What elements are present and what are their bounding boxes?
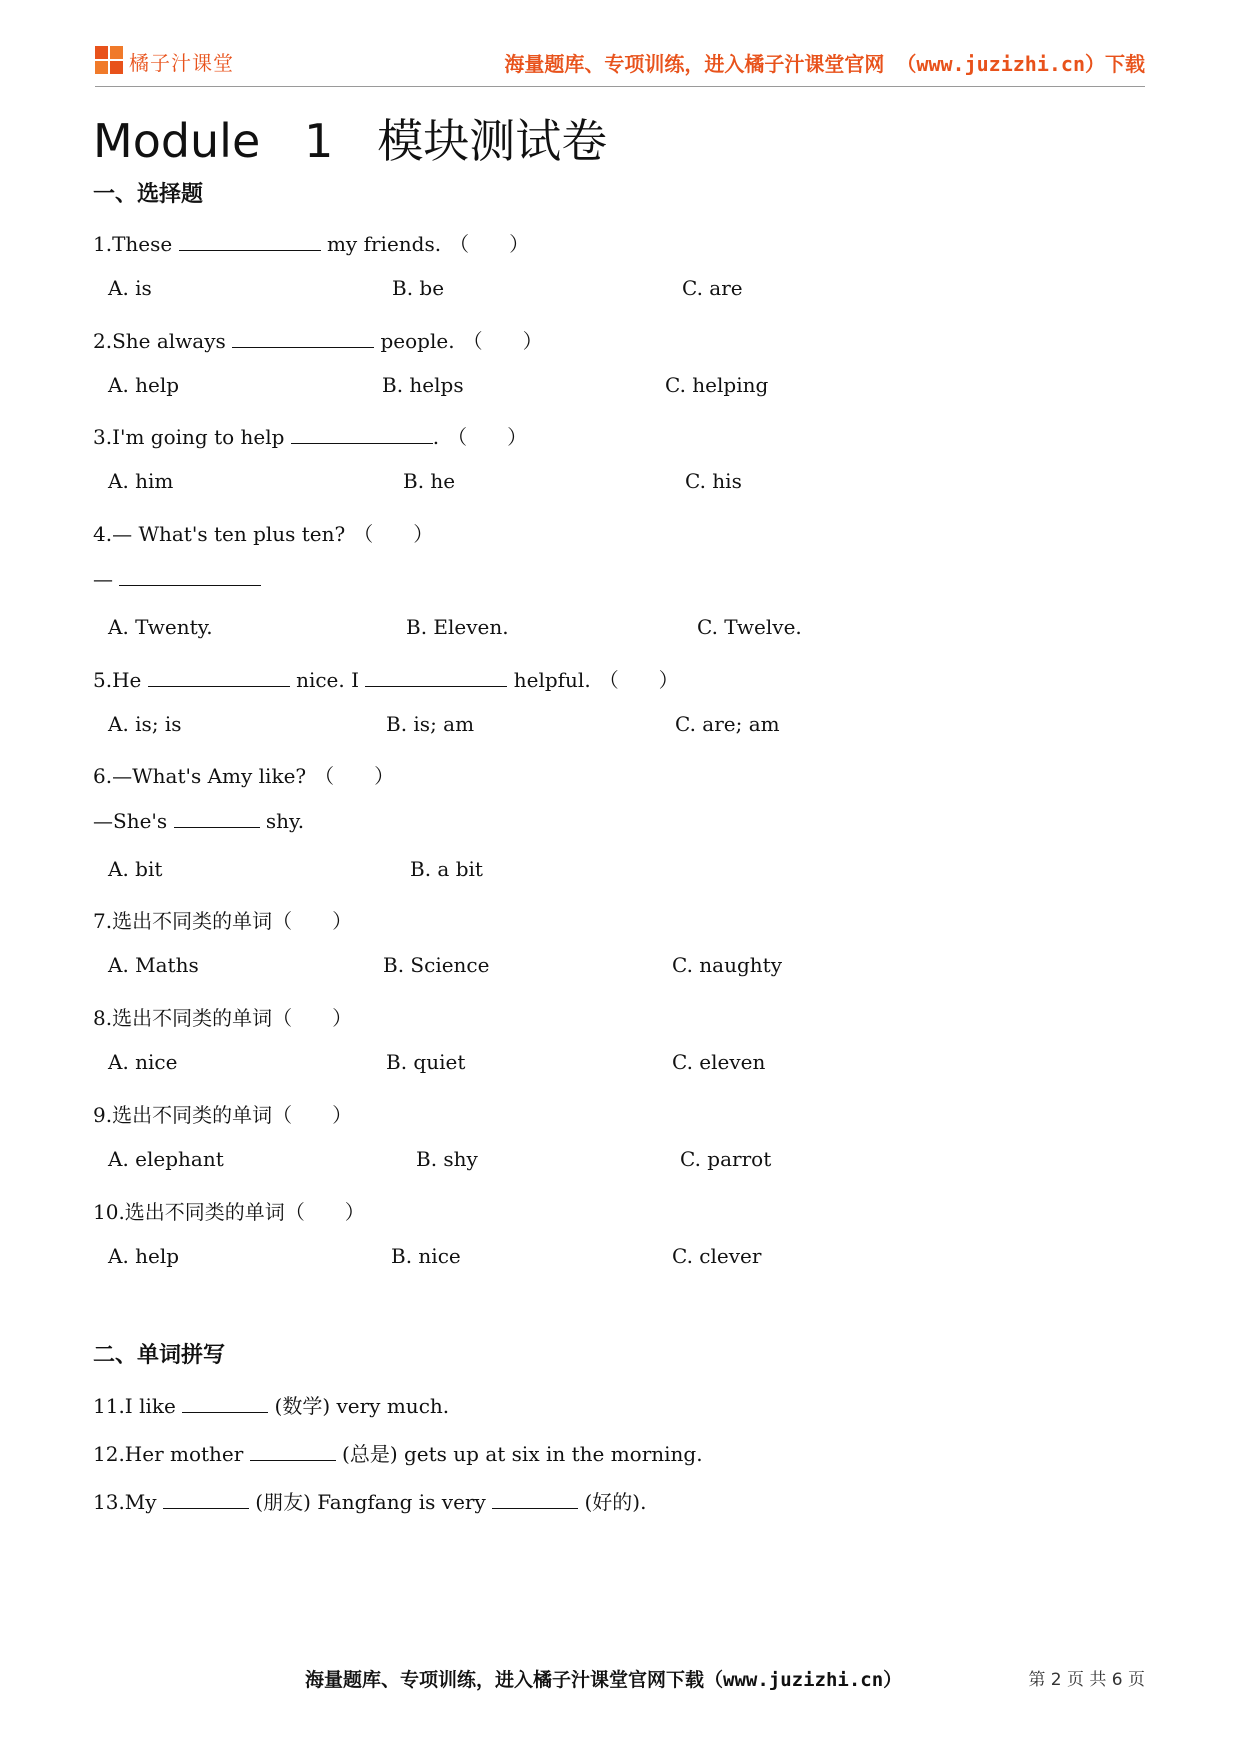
question-11: 11.I like (数学) very much. <box>93 1394 450 1418</box>
question-12: 12.Her mother (总是) gets up at six in the morning. <box>93 1442 703 1466</box>
question-2: 2.She always people. （ ） <box>93 329 543 353</box>
answer-blank[interactable] <box>182 1394 268 1413</box>
question-13: 13.My (朋友) Fangfang is very (好的). <box>93 1490 647 1514</box>
answer-blank[interactable] <box>250 1442 336 1461</box>
answer-blank[interactable] <box>179 232 321 251</box>
question-10: 10.选出不同类的单词（ ） <box>93 1200 365 1224</box>
q10-option-c[interactable]: C. clever <box>672 1244 762 1268</box>
q5-option-a[interactable]: A. is; is <box>108 712 182 736</box>
q1-option-a[interactable]: A. is <box>108 276 152 300</box>
question-6-answer-line: —She's shy. <box>93 809 305 833</box>
page-number: 第 2 页 共 6 页 <box>1028 1670 1145 1690</box>
answer-blank[interactable] <box>492 1490 578 1509</box>
q4-option-b[interactable]: B. Eleven. <box>406 615 509 639</box>
question-4: 4.— What's ten plus ten? （ ） <box>93 522 434 546</box>
q5-option-b[interactable]: B. is; am <box>386 712 475 736</box>
q9-option-a[interactable]: A. elephant <box>108 1147 224 1171</box>
q2-option-a[interactable]: A. help <box>108 373 180 397</box>
answer-blank[interactable] <box>148 668 290 687</box>
question-5: 5.He nice. I helpful. （ ） <box>93 668 679 692</box>
q1-option-b[interactable]: B. be <box>392 276 445 300</box>
q9-option-b[interactable]: B. shy <box>416 1147 478 1171</box>
q6-option-a[interactable]: A. bit <box>108 857 163 881</box>
header-slogan: 海量题库、专项训练，进入橘子汁课堂官网 （www.juzizhi.cn）下载 <box>504 52 1145 76</box>
answer-blank[interactable] <box>119 567 261 586</box>
q1-option-c[interactable]: C. are <box>682 276 743 300</box>
q2-option-b[interactable]: B. helps <box>382 373 464 397</box>
footer-slogan: 海量题库、专项训练，进入橘子汁课堂官网下载（www.juzizhi.cn） <box>305 1669 903 1691</box>
answer-blank[interactable] <box>163 1490 249 1509</box>
q6-option-b[interactable]: B. a bit <box>410 857 483 881</box>
q8-option-c[interactable]: C. eleven <box>672 1050 766 1074</box>
answer-blank[interactable] <box>232 329 374 348</box>
logo-text: 橘子汁课堂 <box>129 50 234 75</box>
answer-blank[interactable] <box>174 809 260 828</box>
page-header <box>95 40 1145 87</box>
question-3: 3.I'm going to help . （ ） <box>93 425 528 449</box>
brand-logo <box>95 44 234 78</box>
q10-option-b[interactable]: B. nice <box>391 1244 461 1268</box>
question-4-answer-line: — <box>93 567 261 591</box>
section-title-choice: 一、选择题 <box>93 182 204 207</box>
q8-option-b[interactable]: B. quiet <box>386 1050 466 1074</box>
question-1: 1.These my friends. （ ） <box>93 232 530 256</box>
section-title-spelling: 二、单词拼写 <box>93 1343 226 1368</box>
q4-option-c[interactable]: C. Twelve. <box>697 615 802 639</box>
answer-blank[interactable] <box>291 425 433 444</box>
q9-option-c[interactable]: C. parrot <box>680 1147 772 1171</box>
question-6: 6.—What's Amy like? （ ） <box>93 764 395 788</box>
question-9: 9.选出不同类的单词（ ） <box>93 1103 353 1127</box>
answer-blank[interactable] <box>365 668 507 687</box>
question-7: 7.选出不同类的单词（ ） <box>93 909 353 933</box>
q4-option-a[interactable]: A. Twenty. <box>108 615 213 639</box>
q10-option-a[interactable]: A. help <box>108 1244 180 1268</box>
q7-option-b[interactable]: B. Science <box>383 953 490 977</box>
q8-option-a[interactable]: A. nice <box>108 1050 178 1074</box>
q2-option-c[interactable]: C. helping <box>665 373 769 397</box>
q3-option-a[interactable]: A. him <box>108 469 174 493</box>
logo-icon <box>95 46 125 76</box>
question-8: 8.选出不同类的单词（ ） <box>93 1006 353 1030</box>
q3-option-b[interactable]: B. he <box>403 469 456 493</box>
q3-option-c[interactable]: C. his <box>685 469 742 493</box>
q7-option-a[interactable]: A. Maths <box>108 953 199 977</box>
page-title: Module 1 模块测试卷 <box>93 114 608 168</box>
q5-option-c[interactable]: C. are; am <box>675 712 780 736</box>
q7-option-c[interactable]: C. naughty <box>672 953 783 977</box>
